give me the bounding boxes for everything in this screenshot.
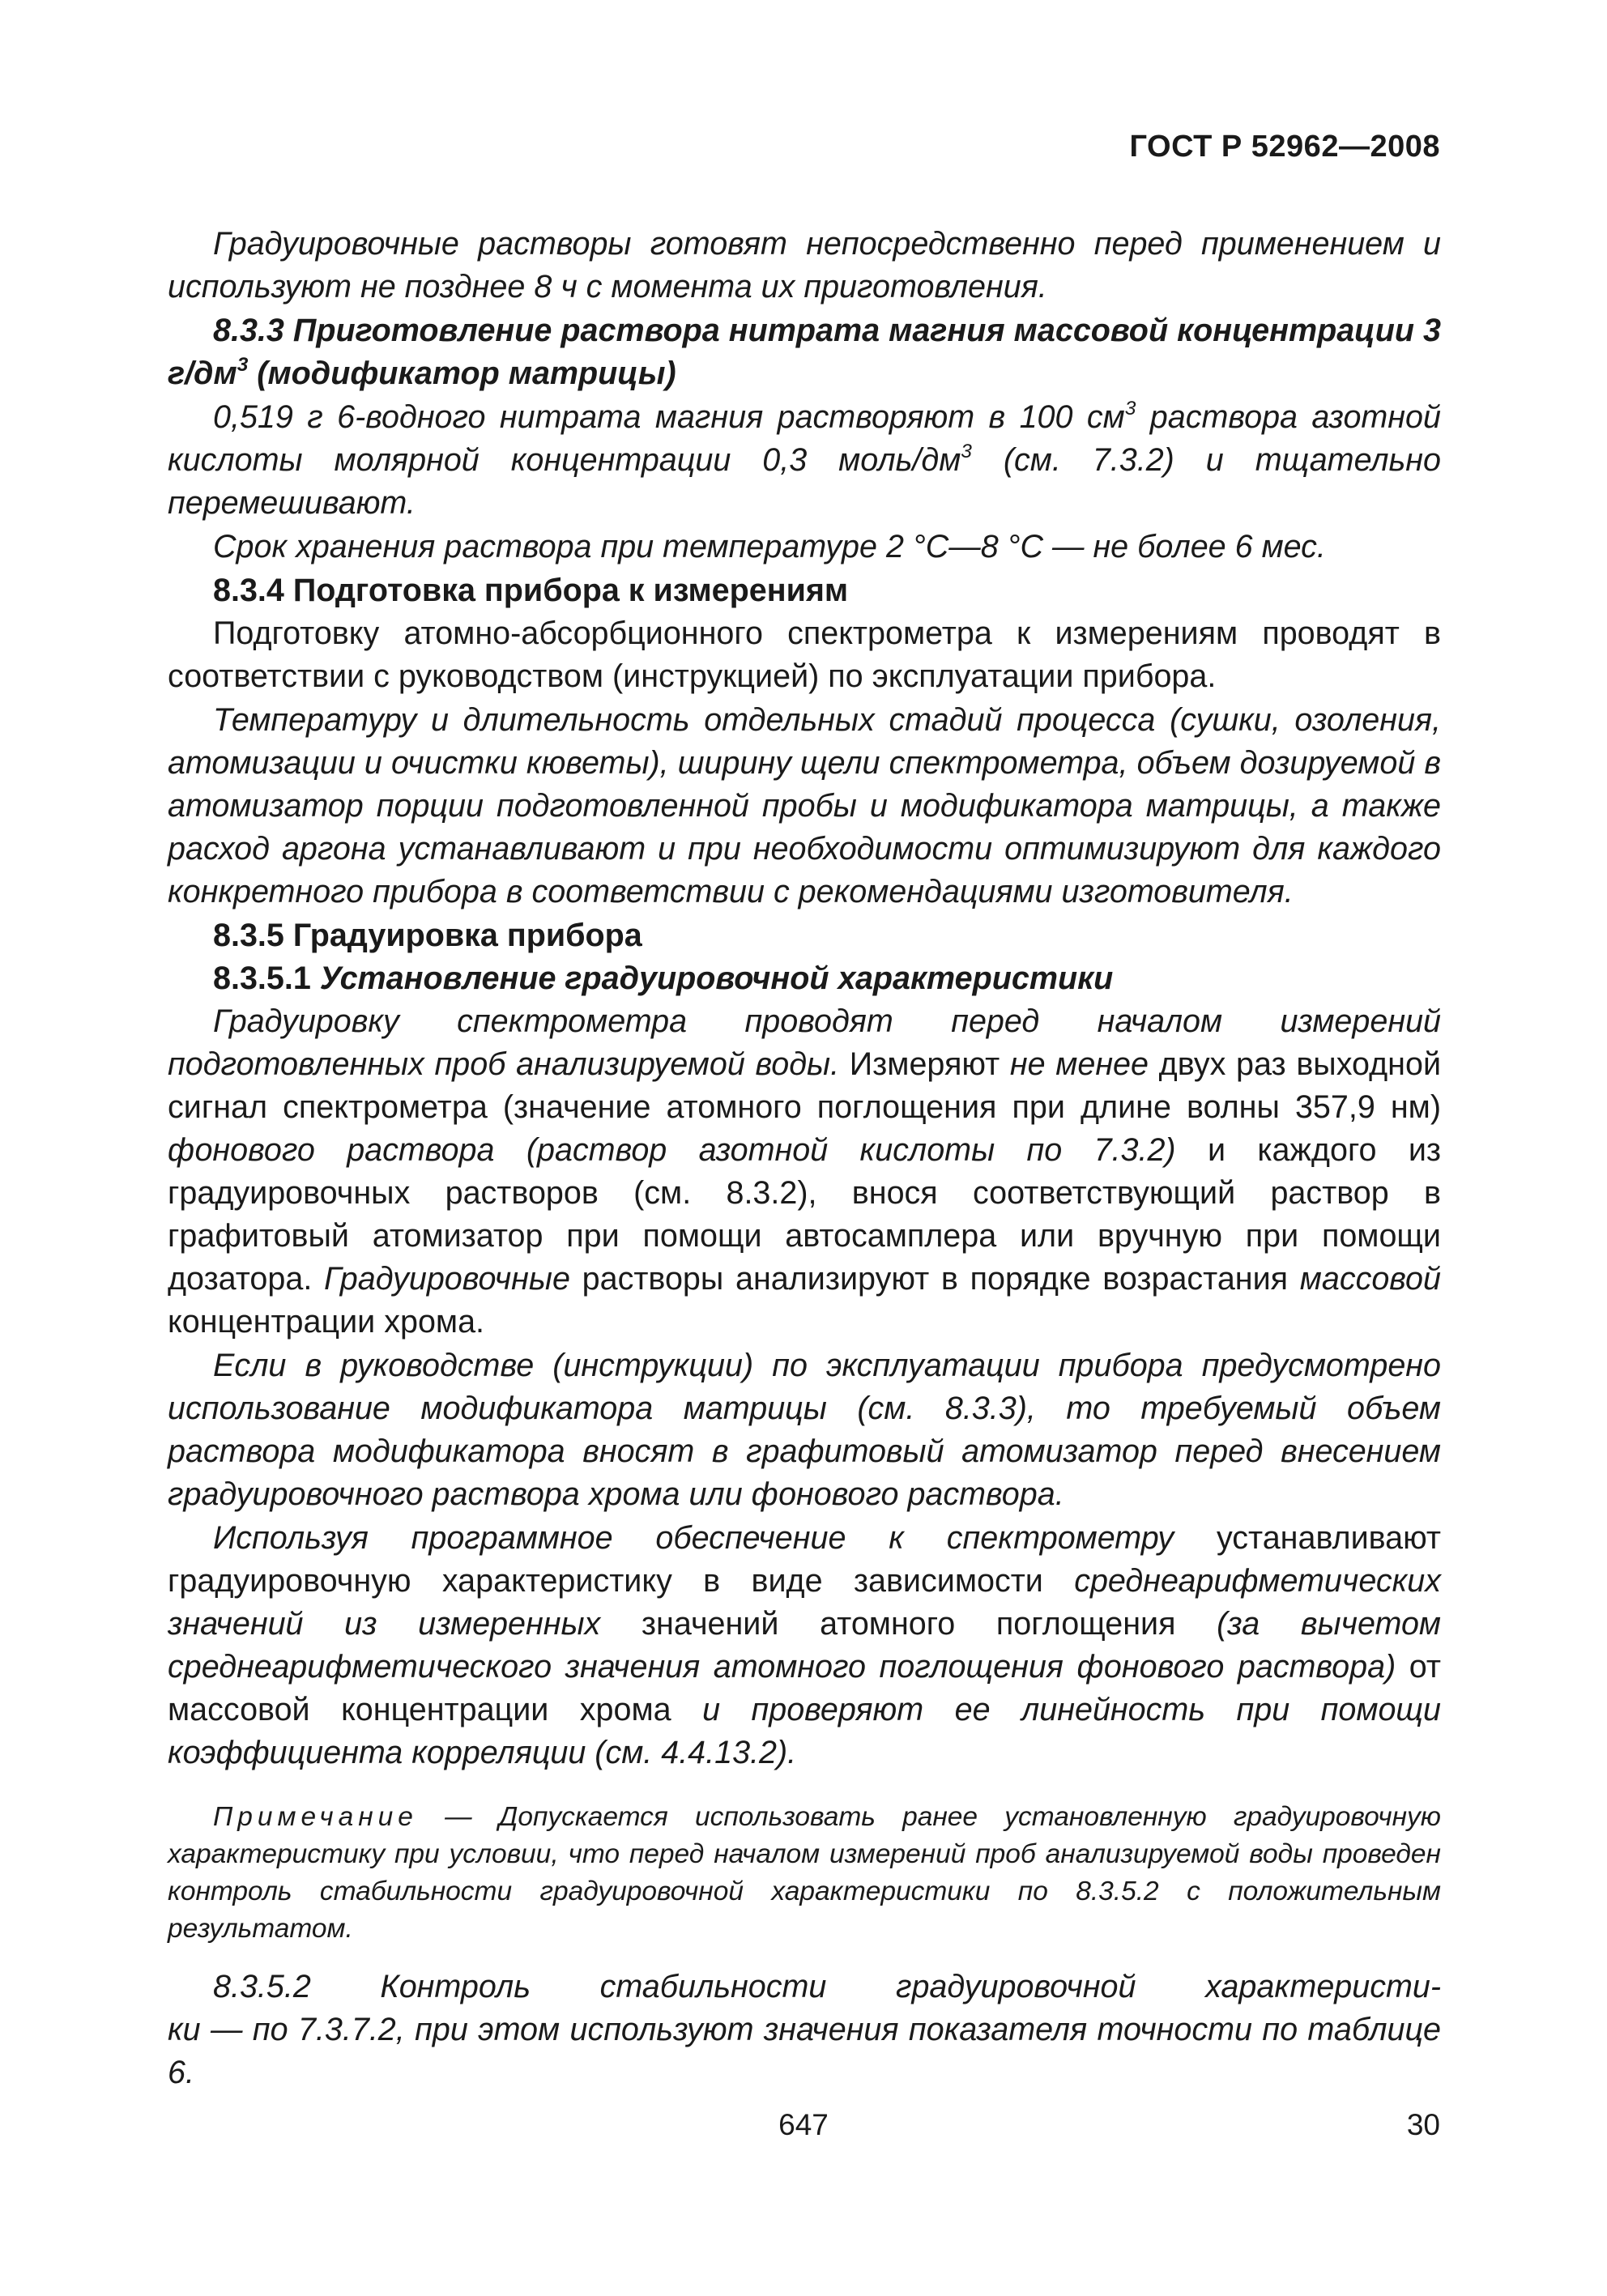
page-number-center: 647 xyxy=(778,2108,829,2141)
paragraph-calibration-characteristic: Используя программное обеспечение к спектрометру устанавливают градуировочную характеристику в виде зависимости среднеарифметических значений из измеренных значений атомного поглощения (за вычетом среднеарифметического значения атомного поглощения фонового раствора) от массовой концентрации хрома и проверяют ее линейность при помощи коэффициента корреляции (см. 4.4.13.2). xyxy=(168,1520,1441,1770)
paragraph-magnesium-nitrate-prep: 0,519 г 6-водного нитрата магния растворяют в 100 $см^3$ раствора азотной кислоты молярной концентрации 0,3 моль/$дм^3$ (см. 7.3.2) и тщательно перемешивают. xyxy=(168,398,1441,521)
section-8-3-3-heading: 8.3.3 Приготовление раствора нитрата магния массовой концентрации 3 $г/дм^3$ (модификатор матрицы) xyxy=(168,313,1441,391)
document-body xyxy=(168,223,1441,2094)
page-number-right: 30 xyxy=(1406,2108,1440,2141)
section-8-3-5-1-heading: 8.3.5.1 Установление градуировочной характеристики xyxy=(213,961,1114,996)
note-label: Примечание xyxy=(213,1802,418,1832)
document-code-header: ГОСТ Р 52962—2008 xyxy=(1129,130,1440,164)
note-block: Примечание — Допускается использовать ранее установленную градуировочную характеристику при условии, что перед началом измерений проб анализируемой воды проведен контроль стабильности градуировочной характеристики по 8.3.5.2 с положительным результатом. xyxy=(168,1802,1441,1944)
section-8-3-5-2-rest: ки — по 7.3.7.2, при этом используют значения показателя точности по таблице 6. xyxy=(168,2012,1441,2090)
paragraph-process-parameters: Температуру и длительность отдельных стадий процесса (сушки, озоления, атомизации и очистки кюветы), ширину щели спектрометра, объем дозируемой в атомизатор порции подготовленной пробы и модификатора матрицы, а также расход аргона устанавливают и при необходимости оптимизируют для каждого конкретного прибора в соответствии с рекомендациями изготовителя. xyxy=(168,702,1441,909)
section-8-3-5-2-line1: 8.3.5.2 Контроль стабильности градуировочной характеристи- xyxy=(213,1969,1441,2004)
section-8-3-4-heading: 8.3.4 Подготовка прибора к измерениям xyxy=(213,573,849,608)
paragraph-spectrometer-prep: Подготовку атомно-абсорбционного спектрометра к измерениям проводят в соответствии с руководством (инструкцией) по эксплуатации прибора. xyxy=(168,616,1441,694)
section-8-3-5-heading: 8.3.5 Градуировка прибора xyxy=(213,918,642,953)
paragraph-calibration-procedure: Градуировку спектрометра проводят перед началом измерений подготовленных проб анализируемой воды. Измеряют не менее двух раз выходной сигнал спектрометра (значение атомного поглощения при длине волны 357,9 нм) фонового раствора (раствор азотной кислоты по 7.3.2) и каждого из градуировочных растворов (см. 8.3.2), внося соответствующий раствор в графитовый атомизатор при помощи автосамплера или вручную при помощи дозатора. Градуировочные растворы анализируют в порядке возрастания массовой концентрации хрома. xyxy=(168,1003,1442,1340)
paragraph-storage-term: Срок хранения раствора при температуре 2 °С—8 °С — не более 6 мес. xyxy=(213,529,1326,564)
paragraph-solutions-usage: Градуировочные растворы готовят непосредственно перед применением и используют не позднее 8 ч с момента их приготовления. xyxy=(168,226,1441,305)
paragraph-matrix-modifier-usage: Если в руководстве (инструкции) по эксплуатации прибора предусмотрено использование модификатора матрицы (см. 8.3.3), то требуемый объем раствора модификатора вносят в графитовый атомизатор перед внесением градуировочного раствора хрома или фонового раствора. xyxy=(168,1348,1441,1512)
